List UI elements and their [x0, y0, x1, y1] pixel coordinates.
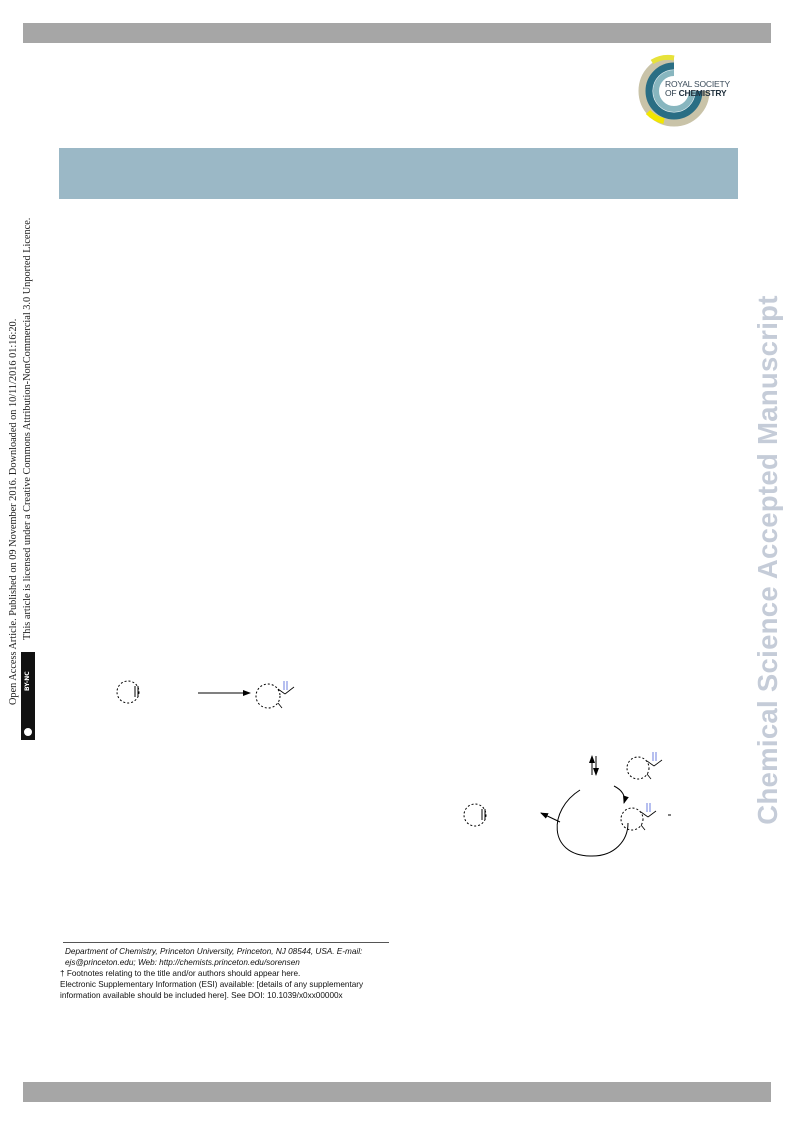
licence-note: This article is licensed under a Creative Commons Attribution-NonCommercial 3.0 Unported Licence.	[22, 217, 33, 640]
scheme-2-substrate	[464, 804, 486, 826]
scheme-2-intermediate-bottom	[621, 803, 671, 830]
logo-line-2-prefix: OF	[665, 88, 677, 98]
bottom-gray-bar	[23, 1082, 771, 1102]
affiliation-footnote: Department of Chemistry, Princeton University, Princeton, NJ 08544, USA. E-mail: ejs@princeton.edu; Web: http://chemists.princeton.edu/sorensen	[65, 947, 363, 967]
accepted-manuscript-watermark: Chemical Science Accepted Manuscript	[752, 295, 783, 825]
esi-footnote: Electronic Supplementary Information (ESI) available: [details of any supplementary information available should be included here]. See DOI: 10.1039/x0xx00000x	[60, 980, 364, 1000]
logo-line-1: ROYAL SOCIETY	[665, 79, 730, 89]
catalytic-cycle-arc	[557, 790, 628, 856]
cycle-exit-arrow	[541, 813, 560, 822]
open-access-note: Open Access Article. Published on 09 November 2016. Downloaded on 10/11/2016 01:16:20.	[8, 318, 19, 705]
scheme-2-intermediate-top	[627, 752, 662, 779]
scheme-1-product	[256, 681, 294, 708]
cycle-entry-arrow	[614, 786, 625, 803]
cc-badge-label: BY-NC	[24, 671, 31, 691]
scheme-1-substrate	[117, 681, 139, 703]
logo-line-2: CHEMISTRY	[678, 88, 727, 98]
dagger-footnote: † Footnotes relating to the title and/or authors should appear here.	[60, 969, 301, 978]
footnote-rule	[63, 942, 389, 943]
